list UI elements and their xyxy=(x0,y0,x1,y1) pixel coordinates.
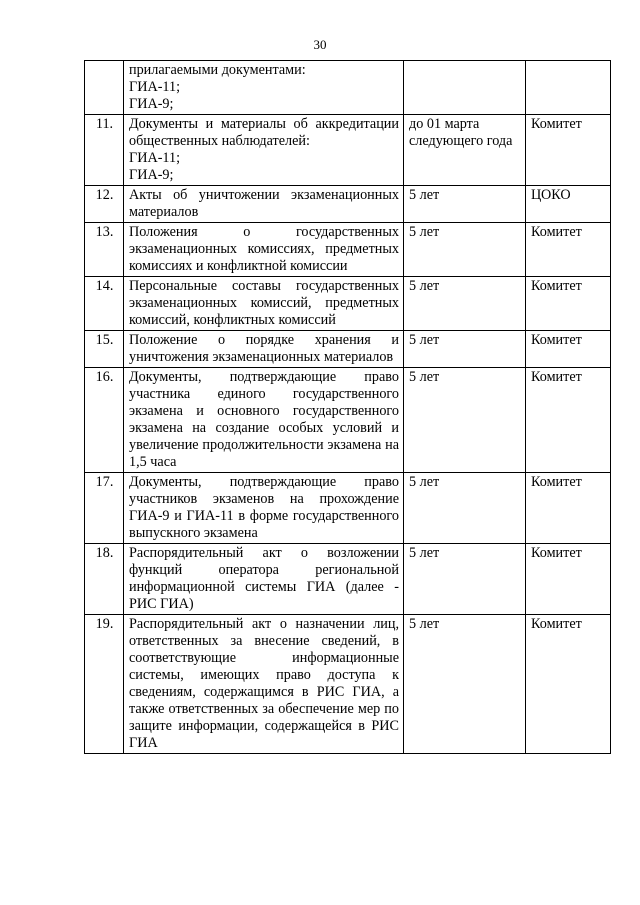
document-line: Распорядительный акт о возложении функций оператора региональной информационной системы ГИА (далее - РИС ГИА) xyxy=(129,545,399,612)
document-description xyxy=(124,615,404,754)
responsible-party xyxy=(526,61,611,115)
document-line: ГИА-11; xyxy=(129,79,181,95)
responsible-party: Комитет xyxy=(526,615,611,754)
responsible-party: Комитет xyxy=(526,544,611,615)
table-row xyxy=(85,473,611,544)
table-row xyxy=(85,61,611,115)
table-row xyxy=(85,544,611,615)
responsible-party: Комитет xyxy=(526,368,611,473)
storage-term: 5 лет xyxy=(404,615,526,754)
document-description xyxy=(124,61,404,115)
row-number: 12. xyxy=(85,186,124,223)
document-line: Документы, подтверждающие право участника единого государственного экзамена и основного государственного экзамена на создание особых условий и увеличение продолжительности экзамена на 1,5 часа xyxy=(129,369,399,470)
document-line: ГИА-11; xyxy=(129,150,181,166)
responsible-party: Комитет xyxy=(526,223,611,277)
storage-term: 5 лет xyxy=(404,277,526,331)
table-row xyxy=(85,277,611,331)
document-line: ГИА-9; xyxy=(129,96,174,112)
storage-term: 5 лет xyxy=(404,368,526,473)
table-row xyxy=(85,186,611,223)
table-row xyxy=(85,615,611,754)
row-number: 13. xyxy=(85,223,124,277)
table-row xyxy=(85,331,611,368)
row-number: 11. xyxy=(85,115,124,186)
document-line: прилагаемыми документами: xyxy=(129,62,306,78)
document-description xyxy=(124,368,404,473)
row-number: 18. xyxy=(85,544,124,615)
storage-term: 5 лет xyxy=(404,223,526,277)
storage-term: 5 лет xyxy=(404,473,526,544)
storage-term: 5 лет xyxy=(404,544,526,615)
document-line: Распорядительный акт о назначении лиц, ответственных за внесение сведений, в соответствующие информационные системы, имеющих право доступа к сведениям, содержащимся в РИС ГИА, а также ответственных за обеспечение мер по защите информации, содержащейся в РИС ГИА xyxy=(129,616,399,751)
responsible-party: Комитет xyxy=(526,277,611,331)
responsible-party: ЦОКО xyxy=(526,186,611,223)
document-line: Персональные составы государственных экзаменационных комиссий, предметных комиссий, конфликтных комиссий xyxy=(129,278,399,328)
document-description xyxy=(124,186,404,223)
responsible-party: Комитет xyxy=(526,473,611,544)
document-line: Акты об уничтожении экзаменационных материалов xyxy=(129,187,399,220)
table-row xyxy=(85,223,611,277)
document-description xyxy=(124,223,404,277)
row-number: 19. xyxy=(85,615,124,754)
document-description xyxy=(124,331,404,368)
document-description xyxy=(124,544,404,615)
records-table xyxy=(84,60,611,754)
responsible-party: Комитет xyxy=(526,115,611,186)
document-line: Документы и материалы об аккредитации общественных наблюдателей: xyxy=(129,116,399,149)
row-number: 16. xyxy=(85,368,124,473)
storage-term: 5 лет xyxy=(404,186,526,223)
row-number: 17. xyxy=(85,473,124,544)
document-description xyxy=(124,473,404,544)
document-description xyxy=(124,277,404,331)
row-number: 14. xyxy=(85,277,124,331)
document-line: ГИА-9; xyxy=(129,167,174,183)
storage-term xyxy=(404,61,526,115)
table-row xyxy=(85,115,611,186)
storage-term: 5 лет xyxy=(404,331,526,368)
storage-term: до 01 марта следующего года xyxy=(404,115,526,186)
records-table-body xyxy=(85,61,611,754)
document-description xyxy=(124,115,404,186)
document-line: Положение о порядке хранения и уничтожения экзаменационных материалов xyxy=(129,332,399,365)
responsible-party: Комитет xyxy=(526,331,611,368)
row-number: 15. xyxy=(85,331,124,368)
page-number: 30 xyxy=(313,37,327,52)
table-row xyxy=(85,368,611,473)
document-line: Положения о государственных экзаменационных комиссиях, предметных комиссиях и конфликтной комиссии xyxy=(129,224,399,274)
row-number xyxy=(85,61,124,115)
document-line: Документы, подтверждающие право участников экзаменов на прохождение ГИА-9 и ГИА-11 в форме государственного выпускного экзамена xyxy=(129,474,399,541)
